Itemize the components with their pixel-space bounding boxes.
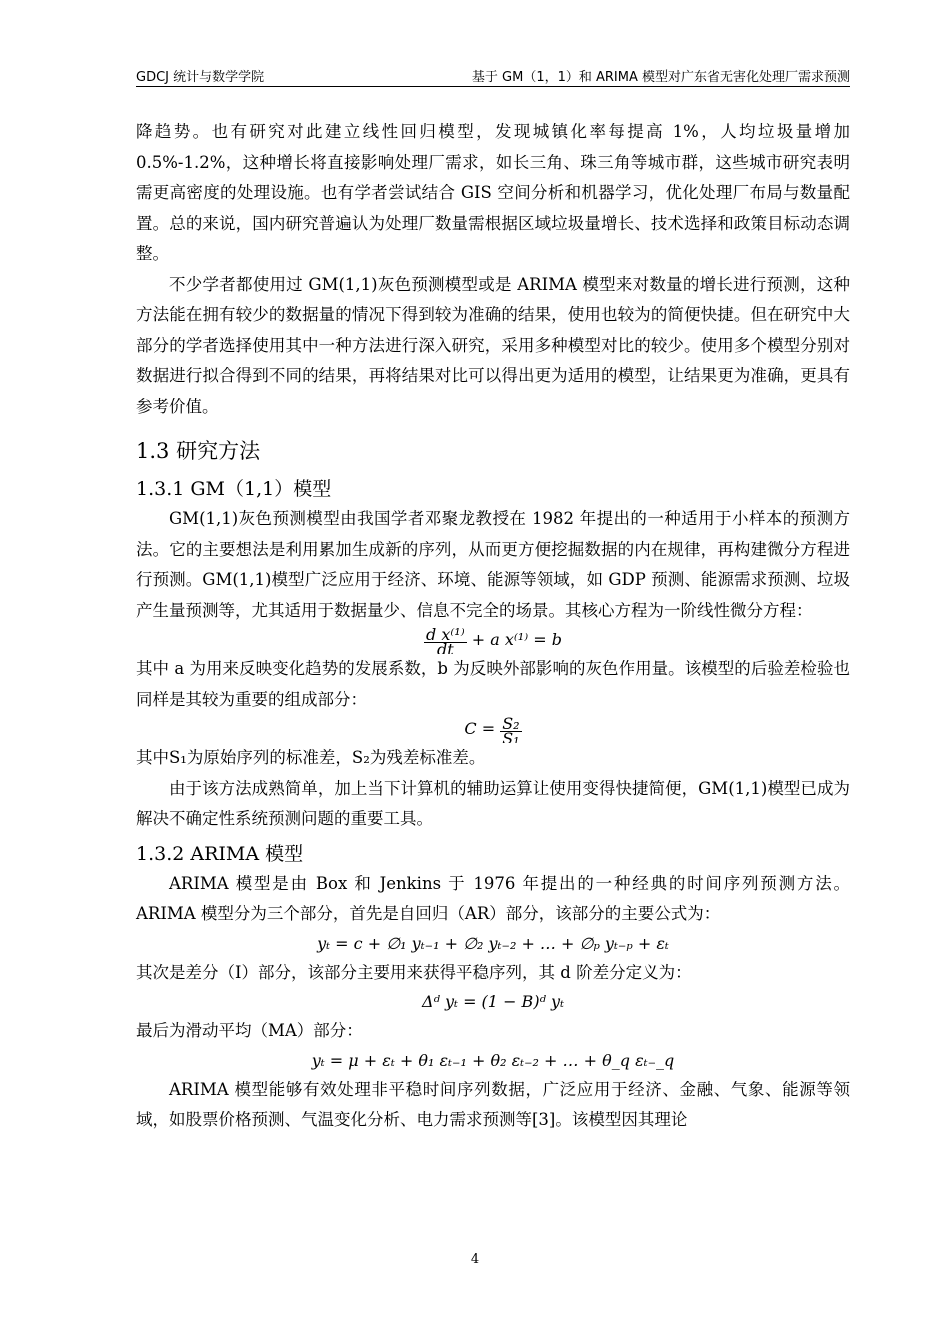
page-body (136, 117, 850, 1136)
section-heading-1-3: 1.3 研究方法 (136, 439, 261, 463)
paragraph-8: 其次是差分（I）部分，该部分主要用来获得平稳序列，其 d 阶差分定义为： (136, 962, 692, 982)
eq1-rest: + a x⁽¹⁾ = b (471, 630, 562, 649)
equation-ar: yₜ = c + ∅₁ yₜ₋₁ + ∅₂ yₜ₋₂ + … + ∅ₚ yₜ₋ₚ + εₜ (317, 933, 669, 953)
eq2-lhs: C = (464, 719, 496, 738)
paragraph-7: ARIMA 模型是由 Box 和 Jenkins 于 1976 年提出的一种经典的时间序列预测方法。ARIMA 模型分为三个部分，首先是自回归（AR）部分，该部分的主要公式为： (136, 873, 850, 923)
paragraph-10: ARIMA 模型能够有效处理非平稳时间序列数据，广泛应用于经济、金融、气象、能源等领域，如股票价格预测、气温变化分析、电力需求预测等[3]。该模型因其理论 (136, 1079, 850, 1129)
subsection-heading-1-3-2: 1.3.2 ARIMA 模型 (136, 842, 304, 865)
eq2-fraction (500, 713, 521, 743)
header-left: GDCJ 统计与数学学院 (136, 70, 265, 85)
equation-posterior-ratio (136, 715, 850, 743)
eq1-denominator: dt (436, 642, 454, 654)
eq2-numerator: S₂ (502, 713, 520, 733)
page-number: 4 (470, 1252, 480, 1267)
subsection-heading-1-3-1: 1.3.1 GM（1,1）模型 (136, 478, 332, 500)
page-header (136, 66, 850, 87)
equation-ma: yₜ = μ + εₜ + θ₁ εₜ₋₁ + θ₂ εₜ₋₂ + … + θ_q εₜ₋_q (311, 1050, 675, 1070)
eq1-numerator: d x⁽¹⁾ (426, 624, 465, 644)
eq2-denominator: S₁ (502, 731, 520, 743)
paragraph-5: 其中S₁为原始序列的标准差，S₂为残差标准差。 (136, 748, 486, 767)
paragraph-9: 最后为滑动平均（MA）部分： (136, 1021, 363, 1040)
header-right: 基于 GM（1，1）和 ARIMA 模型对广东省无害化处理厂需求预测 (471, 70, 850, 85)
paragraph-1: 降趋势。也有研究对此建立线性回归模型，发现城镇化率每提高 1%，人均垃圾量增加 0.5%-1.2%，这种增长将直接影响处理厂需求，如长三角、珠三角等城市群，这些城市研究表明需更高密度的处理设施。也有学者尝试结合 GIS 空间分析和机器学习，优化处理厂布局与数量配置。总的来说，国内研究普遍认为处理厂数量需根据区域垃圾量增长、技术选择和政策目标动态调整。 (136, 122, 850, 263)
eq1-fraction (424, 624, 467, 654)
paragraph-3: GM(1,1)灰色预测模型由我国学者邓聚龙教授在 1982 年提出的一种适用于小样本的预测方法。它的主要想法是利用累加生成新的序列，从而更方便挖掘数据的内在规律，再构建微分方程进行预测。GM(1,1)模型广泛应用于经济、环境、能源等领域，如 GDP 预测、能源需求预测、垃圾产生量预测等，尤其适用于数据量少、信息不完全的场景。其核心方程为一阶线性微分方程： (136, 509, 850, 620)
paragraph-2: 不少学者都使用过 GM(1,1)灰色预测模型或是 ARIMA 模型来对数量的增长进行预测，这种方法能在拥有较少的数据量的情况下得到较为准确的结果，使用也较为的简便快捷。但在研究中大部分的学者选择使用其中一种方法进行深入研究，采用多种模型对比的较少。使用多个模型分别对数据进行拟合得到不同的结果，再将结果对比可以得出更为适用的模型，让结果更为准确，更具有参考价值。 (136, 274, 850, 416)
paragraph-6: 由于该方法成熟简单，加上当下计算机的辅助运算让使用变得快捷简便，GM(1,1)模型已成为解决不确定性系统预测问题的重要工具。 (136, 778, 850, 828)
paragraph-4: 其中 a 为用来反映变化趋势的发展系数，b 为反映外部影响的灰色作用量。该模型的后验差检验也同样是其较为重要的组成部分： (136, 659, 850, 709)
equation-difference: Δᵈ yₜ = (1 − B)ᵈ yₜ (421, 992, 565, 1011)
equation-gm-differential (136, 626, 850, 654)
